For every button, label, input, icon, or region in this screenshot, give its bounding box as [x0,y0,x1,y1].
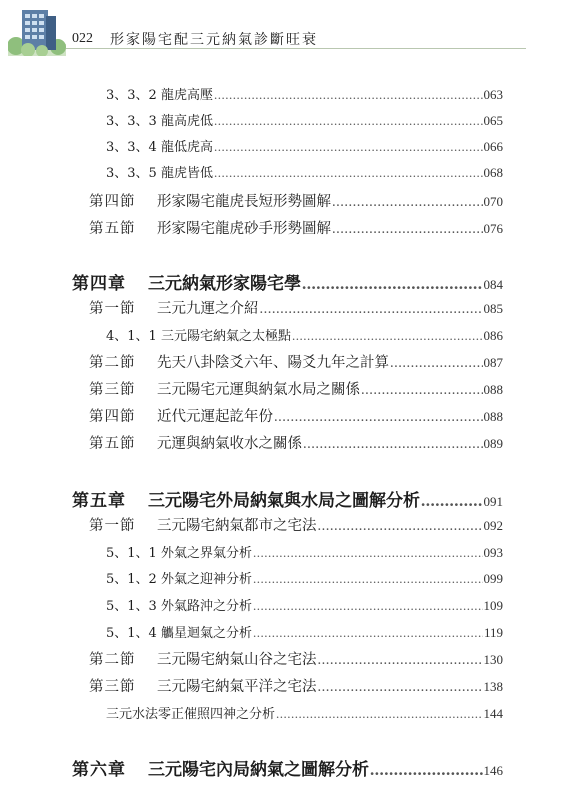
toc-entry-title: 形家陽宅龍虎長短形勢圖解 [157,194,331,210]
toc-chapter-number: 第六章 [72,760,126,780]
toc-entry [106,542,503,561]
toc-entry-page: 063 [483,87,503,102]
toc-entry-title: 形家陽宅龍虎砂手形勢圖解 [157,221,331,237]
leader-dots [318,518,483,535]
toc-entry-page: 087 [483,355,503,370]
toc-entry-page: 093 [483,545,503,560]
toc-entry-page: 092 [483,518,503,533]
toc-entry [106,110,503,129]
toc-entry-title: 3、3、5 龍虎皆低 [106,166,213,181]
toc-entry-page: 130 [483,652,503,667]
toc-entry-title: 4、1、1 三元陽宅納氣之太極點 [106,329,291,344]
toc-chapter-page: 146 [483,763,503,778]
toc-entry [89,675,503,696]
leader-dots [253,571,483,587]
toc-entry-number: 第四節 [89,409,136,425]
toc-entry-title: 三元陽宅元運與納氣水局之關係 [157,382,360,398]
toc-chapter-page: 084 [483,277,503,292]
toc-entry [89,432,503,453]
leader-dots [390,355,483,372]
toc-entry [106,568,503,587]
toc-entry [106,162,503,181]
toc-entry-number: 第五節 [89,221,136,237]
toc-chapter-number: 第五章 [72,491,126,511]
leader-dots [260,301,483,318]
toc-entry [89,297,503,318]
toc-entry-title: 三元水法零正催照四神之分析 [106,707,276,722]
toc-entry-page: 066 [483,139,503,154]
toc-chapter-title: 三元陽宅外局納氣與水局之圖解分析 [148,491,420,511]
toc-entry-page: 099 [483,571,503,586]
toc-entry-title: 5、1、1 外氣之界氣分析 [106,546,252,561]
leader-dots [276,706,482,722]
leader-dots [214,87,483,103]
toc-chapter-page: 091 [483,494,503,509]
toc-chapter [72,755,503,780]
leader-dots [303,436,483,453]
leader-dots [332,194,483,211]
toc-entry-number: 第三節 [89,679,136,695]
toc-entry [106,136,503,155]
toc-entry-page: 085 [483,301,503,316]
toc-entry [106,595,503,614]
toc-entry-page: 089 [483,436,503,451]
toc-chapter [72,269,503,294]
toc-entry-title: 三元陽宅納氣都市之宅法 [157,518,317,534]
toc-entry [89,351,503,372]
toc-entry-title: 三元陽宅納氣山谷之宅法 [157,652,317,668]
toc-entry-number: 第二節 [89,652,136,668]
toc-entry-number: 第三節 [89,382,136,398]
leader-dots [302,274,483,294]
leader-dots [253,545,483,561]
toc-chapter-title: 三元陽宅內局納氣之圖解分析 [148,760,369,780]
toc-entry [106,703,503,722]
toc-entry [89,190,503,211]
leader-dots [253,625,483,641]
toc-entry-title: 元運與納氣收水之關係 [157,436,302,452]
toc-entry [89,514,503,535]
toc-entry-page: 068 [483,165,503,180]
toc-entry-page: 119 [483,625,503,640]
toc-entry-number: 第二節 [89,355,136,371]
toc-entry-title: 3、3、3 龍高虎低 [106,114,213,129]
leader-dots [361,382,483,399]
toc-entry-page: 144 [483,706,503,721]
toc-entry [106,325,503,344]
toc-entry-page: 070 [483,194,503,209]
toc-entry-title: 5、1、3 外氣路沖之分析 [106,599,252,614]
toc-entry-page: 086 [483,328,503,343]
leader-dots [253,598,483,614]
toc-entry-page: 138 [483,679,503,694]
leader-dots [318,679,483,696]
toc-entry-page: 065 [483,113,503,128]
leader-dots [214,165,483,181]
toc-entry-title: 三元九運之介紹 [157,301,259,317]
toc-entry-number: 第一節 [89,518,136,534]
leader-dots [214,113,483,129]
toc-entry [89,217,503,238]
toc-entry-title: 3、3、2 龍虎高壓 [106,88,213,103]
toc-entry-number: 第一節 [89,301,136,317]
toc-entry-title: 5、1、4 觿星迴氣之分析 [106,626,252,641]
toc-entry-page: 088 [483,409,503,424]
header-page-number: 022 [72,31,93,46]
toc-entry [106,84,503,103]
header-book-title: 形家陽宅配三元納氣診斷旺衰 [110,32,318,48]
toc-entry-title: 三元陽宅納氣平洋之宅法 [157,679,317,695]
toc-entry-title: 近代元運起訖年份 [157,409,273,425]
toc-chapter [72,486,503,511]
toc-entry [89,405,503,426]
toc-entry [106,622,503,641]
toc-chapter-number: 第四章 [72,274,126,294]
leader-dots [332,221,483,238]
leader-dots [214,139,483,155]
toc-entry [89,648,503,669]
leader-dots [370,760,483,780]
leader-dots [421,491,483,511]
toc-entry-title: 先天八卦陰爻六年、陽爻九年之計算 [157,355,389,371]
toc-entry-title: 5、1、2 外氣之迎神分析 [106,572,252,587]
toc-entry-page: 109 [483,598,503,613]
toc-entry-page: 088 [483,382,503,397]
toc-chapter-title: 三元納氣形家陽宅學 [148,274,301,294]
leader-dots [318,652,483,669]
toc-entry [89,378,503,399]
leader-dots [292,328,483,344]
leader-dots [274,409,483,426]
toc-entry-title: 3、3、4 龍低虎高 [106,140,213,155]
toc-entry-number: 第四節 [89,194,136,210]
toc-entry-page: 076 [483,221,503,236]
toc-entry-number: 第五節 [89,436,136,452]
